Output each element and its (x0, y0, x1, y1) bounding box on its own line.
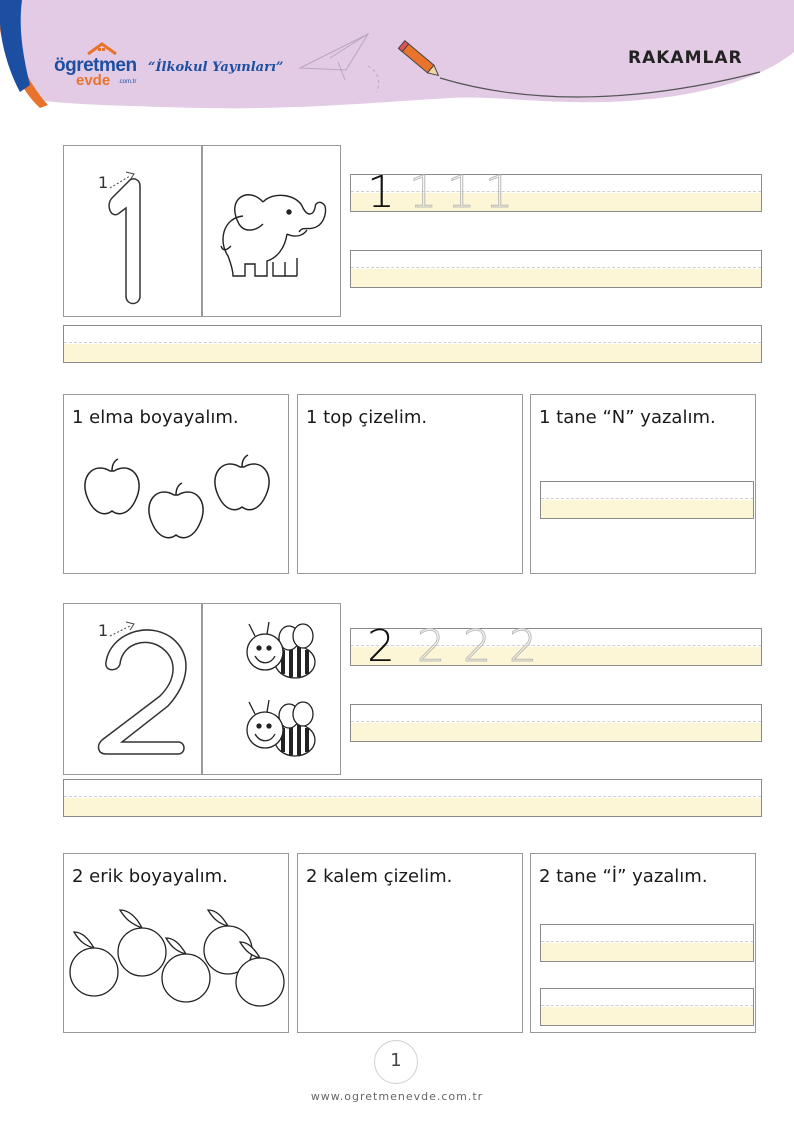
writing-line[interactable] (63, 779, 762, 817)
task-box-draw-ball[interactable] (297, 394, 523, 574)
digit-2-trace-box (63, 603, 202, 775)
elephant-picture-box (202, 145, 341, 317)
writing-line[interactable] (350, 250, 762, 288)
task-label: 2 tane “İ” yazalım. (539, 866, 708, 887)
writing-line[interactable] (540, 924, 754, 962)
writing-line[interactable] (350, 704, 762, 742)
digit-1-outline-icon (64, 146, 201, 316)
task-box-color-apple (63, 394, 289, 574)
logo-domain: .com.tr (118, 79, 137, 85)
trace-digit: 2 (417, 621, 445, 672)
plum-icon (64, 902, 288, 1032)
apple-icon (64, 451, 288, 551)
task-label: 2 erik boyayalım. (72, 866, 228, 887)
task-label: 1 tane “N” yazalım. (539, 407, 716, 428)
trace-digit: 2 (367, 621, 395, 672)
elephant-icon (203, 146, 340, 316)
logo-text-top: ögretmen (54, 55, 137, 76)
bee-icon (203, 604, 340, 774)
task-box-color-plum (63, 853, 289, 1033)
trace-digit: 1 (409, 167, 437, 218)
trace-digit: 1 (447, 167, 475, 218)
task-label: 1 top çizelim. (306, 407, 428, 428)
trace-digit: 2 (463, 621, 491, 672)
trace-line-1[interactable] (350, 167, 762, 218)
page-title: RAKAMLAR (628, 48, 743, 68)
footer-url[interactable]: www.ogretmenevde.com.tr (310, 1090, 484, 1103)
svg-text:1: 1 (98, 621, 109, 640)
task-box-write-letter (530, 853, 756, 1033)
digit-2-outline-icon (64, 604, 201, 774)
task-box-draw-pencil[interactable] (297, 853, 523, 1033)
trace-line-2[interactable] (350, 621, 762, 672)
trace-digit: 2 (509, 621, 537, 672)
bee-picture-box (202, 603, 341, 775)
task-box-write-letter (530, 394, 756, 574)
svg-text:1: 1 (98, 173, 109, 192)
writing-line[interactable] (540, 481, 754, 519)
writing-line[interactable] (540, 988, 754, 1026)
trace-digit: 1 (485, 167, 513, 218)
logo-text-bottom: evde (76, 72, 111, 89)
writing-line[interactable] (63, 325, 762, 363)
publisher-name: “İlkokul Yayınları” (148, 60, 284, 75)
task-label: 2 kalem çizelim. (306, 866, 453, 887)
digit-1-trace-box (63, 145, 202, 317)
page-number: 1 (390, 1050, 402, 1071)
task-label: 1 elma boyayalım. (72, 407, 239, 428)
trace-digit: 1 (367, 167, 395, 218)
